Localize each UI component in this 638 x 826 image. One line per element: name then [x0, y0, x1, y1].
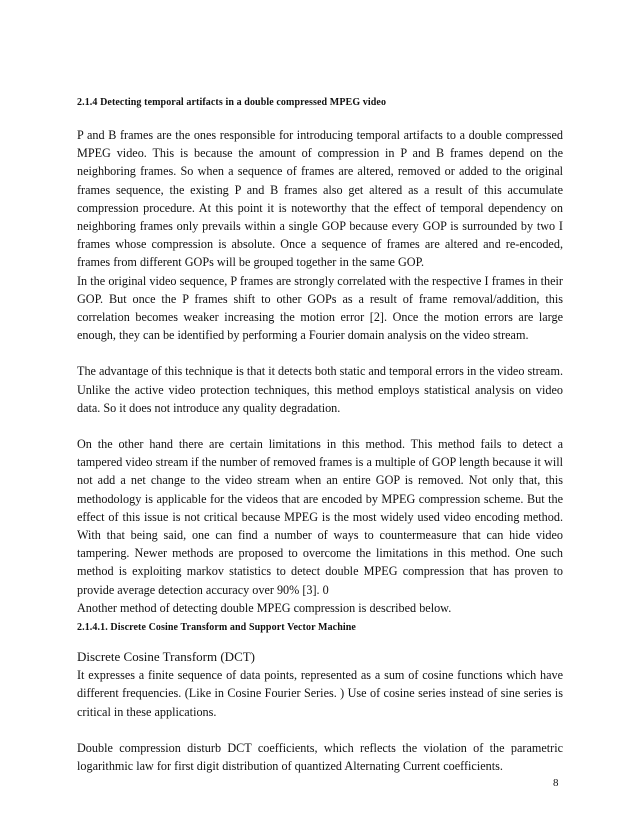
paragraph-double-compression: Double compression disturb DCT coefficients, which reflects the violation of the parametric logarithmic law for first digit distribution of quantized Alternating Current coefficients.: [77, 740, 563, 774]
paragraph-original-video-sequence: In the original video sequence, P frames are strongly correlated with the respective I frames in their GOP. But once the P frames shift to other GOPs as a result of frame removal/addition, this correlation becomes weaker increasing the motion error [2]. Once the motion errors are large enough, they can be identified by performing a Fourier domain analysis on the video stream.: [77, 273, 563, 343]
page-content: [77, 95, 563, 775]
paragraph-dct-definition: It expresses a finite sequence of data points, represented as a sum of cosine functions which have different frequencies. (Like in Cosine Fourier Series. ) Use of cosine series instead of sine series is critical in these applications.: [77, 668, 563, 719]
dct-title: Discrete Cosine Transform (DCT): [77, 649, 256, 665]
subsection-heading: 2.1.4.1. Discrete Cosine Transform and Support Vector Machine: [77, 622, 356, 634]
paragraph-advantage: The advantage of this technique is that it detects both static and temporal errors in the video stream. Unlike the active video protection techniques, this method employs statistical analysis on video data. So it does not introduce any quality degradation.: [77, 364, 563, 415]
paragraph-gap: [77, 344, 563, 362]
section-heading: 2.1.4 Detecting temporal artifacts in a double compressed MPEG video: [77, 97, 387, 108]
paragraph-limitations: On the other hand there are certain limitations in this method. This method fails to detect a tampered video stream if the number of removed frames is a multiple of GOP length because it will not add a net change to the video stream when an entire GOP is removed. Not only that, this methodology is applicable for the videos that are encoded by MPEG compression scheme. But the effect of this issue is not critical because MPEG is the most widely used video encoding method. With that being said, one can find a number of ways to countermeasure that can hide video tampering. Newer methods are proposed to overcome the limitations in this method. One such method is exploiting markov statistics to detect double MPEG compression that has proven to provide average detection accuracy over 90% [3]. 0: [77, 437, 563, 597]
paragraph-gap: [77, 721, 563, 739]
paragraph-gap: [77, 417, 563, 435]
paragraph-p-and-b-frames: P and B frames are the ones responsible for introducing temporal artifacts to a double compressed MPEG video. This is because the amount of compression in P and B frames depend on the neighboring frames. So when a sequence of frames are altered, removed or added to the original frames sequence, the existing P and B frames also get altered as a result of this accumulate compression procedure. At this point it is noteworthy that the effect of temporal dependency on neighboring frames only prevails within a single GOP because every GOP is surrounded by two I frames whose compression is absolute. Once a sequence of frames are altered and re-encoded, frames from different GOPs will be grouped together in the same GOP.: [77, 128, 563, 270]
page-number: 8: [553, 777, 559, 789]
paragraph-another-method: Another method of detecting double MPEG compression is described below.: [77, 600, 452, 615]
